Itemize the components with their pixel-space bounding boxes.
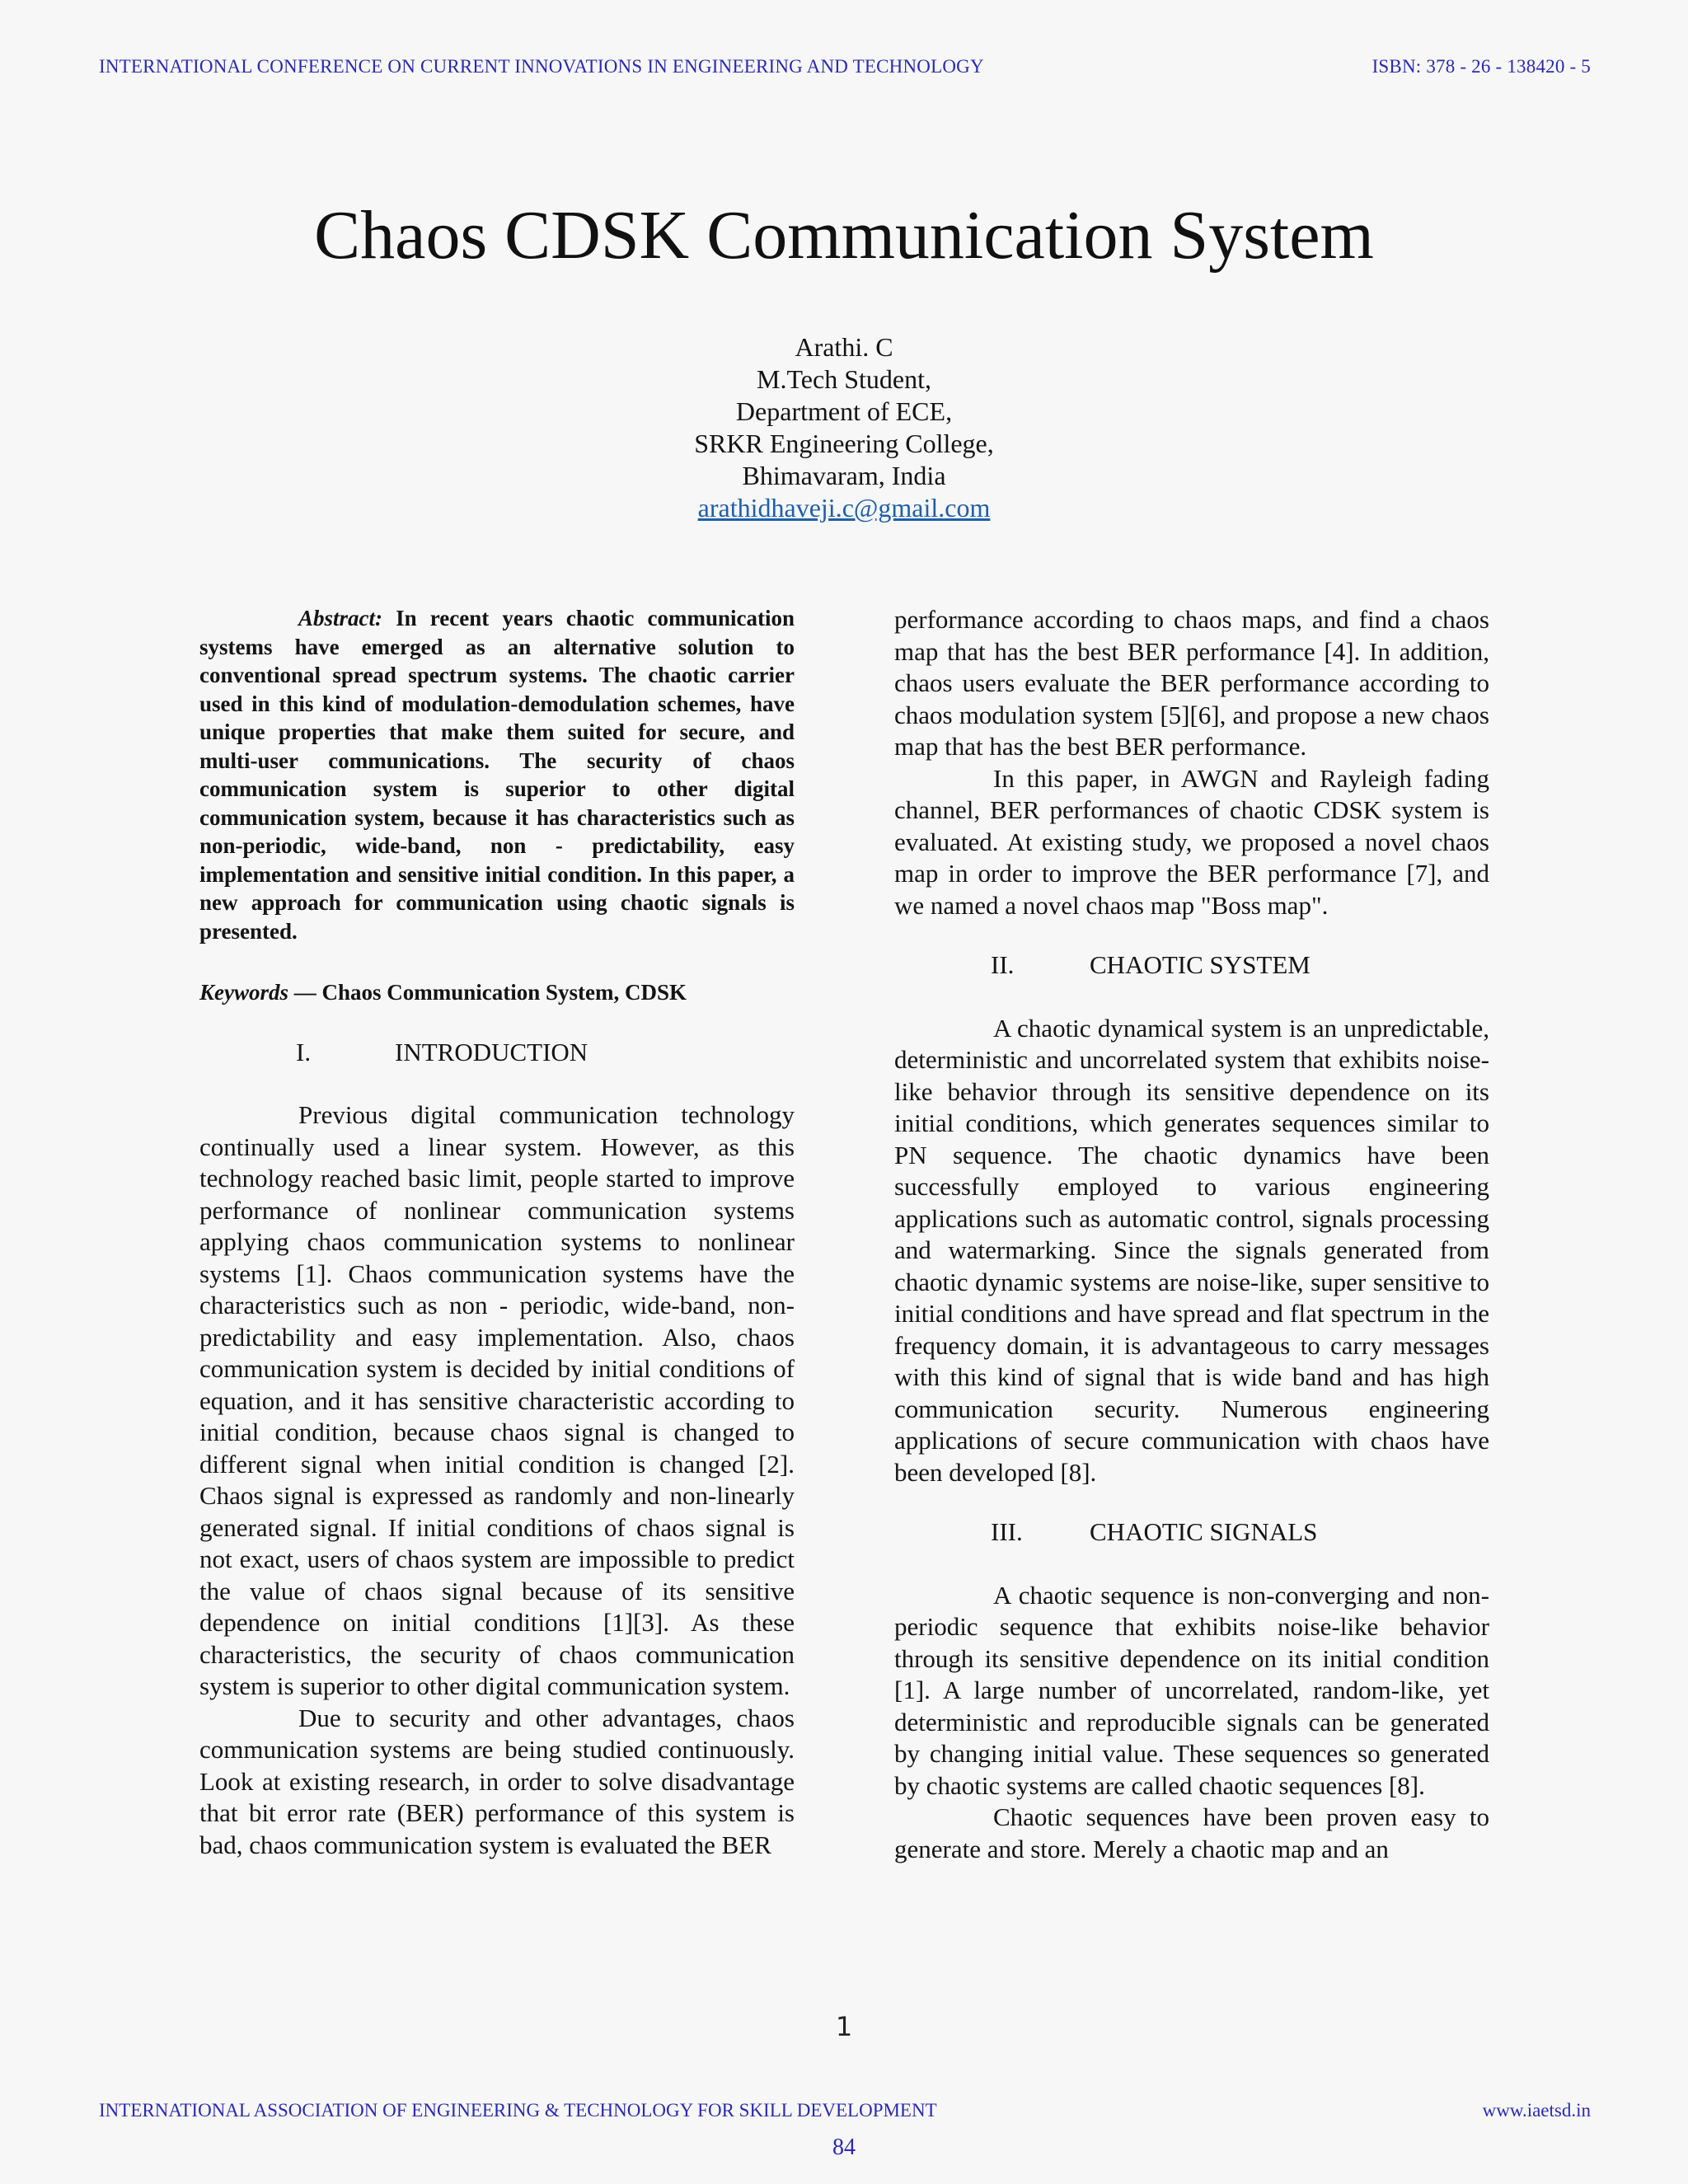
- author-department: Department of ECE,: [735, 396, 953, 426]
- section-title: INTRODUCTION: [395, 1037, 588, 1066]
- running-header: [99, 56, 1591, 77]
- chaotic-signals-paragraph-2: Chaotic sequences have been proven easy to generate and store. Merely a chaotic map and an: [894, 1802, 1489, 1863]
- isbn: ISBN: 378 - 26 - 138420 - 5: [1372, 56, 1591, 77]
- proceedings-page-number: 84: [832, 2135, 856, 2160]
- keywords-dash: —: [288, 980, 322, 1005]
- section-heading-chaotic-signals: [894, 1516, 1489, 1549]
- intro-paragraph-2-continued: performance according to chaos maps, and find a chaos map that has the best BER performance [4]. In addition, chaos users evaluate the BER performance according to chaos modulation system [5][6], and propose a new chaos map that has the best BER performance.: [894, 605, 1489, 761]
- section-number: I.: [296, 1037, 312, 1066]
- running-footer: [99, 2100, 1591, 2121]
- chaotic-system-paragraph-1: A chaotic dynamical system is an unpredictable, deterministic and uncorrelated system that exhibits noise-like behavior through its sensitive dependence on its initial conditions, which generates sequences similar to PN sequence. The chaotic dynamics have been successfully employed to various engineering applications such as automatic control, signals processing and watermarking. Since the signals generated from chaotic dynamic systems are noise-like, super sensitive to initial conditions and have spread and flat spectrum in the frequency domain, it is advantageous to carry messages with this kind of signal that is wide band and has high communication security. Numerous engineering applications of secure communication with chaos have been developed [8].: [894, 1013, 1489, 1487]
- author-block: [0, 331, 1688, 524]
- intro-paragraph-1: Previous digital communication technology continually used a linear system. However, as this technology reached basic limit, people started to improve performance of nonlinear communication systems applying chaos communication systems to nonlinear systems [1]. Chaos communication systems have the characteristics such as non - periodic, wide-band, non-predictability and easy implementation. Also, chaos communication system is decided by initial conditions of equation, and it has sensitive characteristic according to initial condition, because chaos signal is changed to different signal when initial condition is changed [2]. Chaos signal is expressed as randomly and non-linearly generated signal. If initial conditions of chaos signal is not exact, users of chaos system are impossible to predict the value of chaos signal because of its sensitive dependence on initial conditions [1][3]. As these characteristics, the security of chaos communication system is superior to other digital communication system.: [199, 1100, 795, 1700]
- abstract-label: Abstract:: [298, 606, 383, 630]
- section-title: CHAOTIC SYSTEM: [1090, 950, 1311, 979]
- keywords: [199, 977, 795, 1009]
- section-heading-introduction: [199, 1037, 795, 1069]
- association-name: INTERNATIONAL ASSOCIATION OF ENGINEERING & TECHNOLOGY FOR SKILL DEVELOPMENT: [99, 2100, 937, 2121]
- conference-name: INTERNATIONAL CONFERENCE ON CURRENT INNOVATIONS IN ENGINEERING AND TECHNOLOGY: [99, 56, 984, 77]
- author-location: Bhimavaram, India: [742, 461, 946, 490]
- author-email-link[interactable]: arathidhaveji.c@gmail.com: [697, 493, 991, 523]
- intro-paragraph-2: Due to security and other advantages, chaos communication systems are being studied continuously. Look at existing research, in order to solve disadvantage that bit error rate (BER) performance of this system is bad, chaos communication system is evaluated the BER: [199, 1703, 795, 1859]
- paper-title: Chaos CDSK Communication System: [314, 197, 1374, 274]
- author-role: M.Tech Student,: [757, 364, 931, 394]
- section-title: CHAOTIC SIGNALS: [1090, 1517, 1318, 1546]
- section-number: II.: [991, 950, 1015, 979]
- chaotic-signals-paragraph-1: A chaotic sequence is non-converging and non-periodic sequence that exhibits noise-like behavior through its sensitive dependence on its initial condition [1]. A large number of uncorrelated, random-like, yet deterministic and reproducible signals can be generated by changing initial value. These sequences so generated by chaotic systems are called chaotic sequences [8].: [894, 1580, 1489, 1800]
- author-name: Arathi. C: [795, 332, 893, 362]
- section-number: III.: [991, 1517, 1023, 1546]
- section-heading-chaotic-system: [894, 949, 1489, 982]
- abstract: [199, 604, 795, 945]
- keywords-label: Keywords: [199, 980, 288, 1005]
- page-number: 1: [835, 2011, 853, 2042]
- keywords-text: Chaos Communication System, CDSK: [321, 980, 687, 1005]
- website-link[interactable]: www.iaetsd.in: [1482, 2100, 1591, 2121]
- left-column: [199, 604, 795, 1861]
- author-college: SRKR Engineering College,: [694, 429, 994, 458]
- intro-paragraph-3: In this paper, in AWGN and Rayleigh fading channel, BER performances of chaotic CDSK system is evaluated. At existing study, we proposed a novel chaos map in order to improve the BER performance [7], and we named a novel chaos map "Boss map".: [894, 763, 1489, 920]
- abstract-text: In recent years chaotic communication systems have emerged as an alternative solution to conventional spread spectrum systems. The chaotic carrier used in this kind of modulation-demodulation schemes, have unique properties that make them suited for secure, and multi-user communications. The security of chaos communication system is superior to other digital communication system, because it has characteristics such as non-periodic, wide-band, non - predictability, easy implementation and sensitive initial condition. In this paper, a new approach for communication using chaotic signals is presented.: [199, 606, 795, 944]
- right-column: [894, 604, 1489, 1865]
